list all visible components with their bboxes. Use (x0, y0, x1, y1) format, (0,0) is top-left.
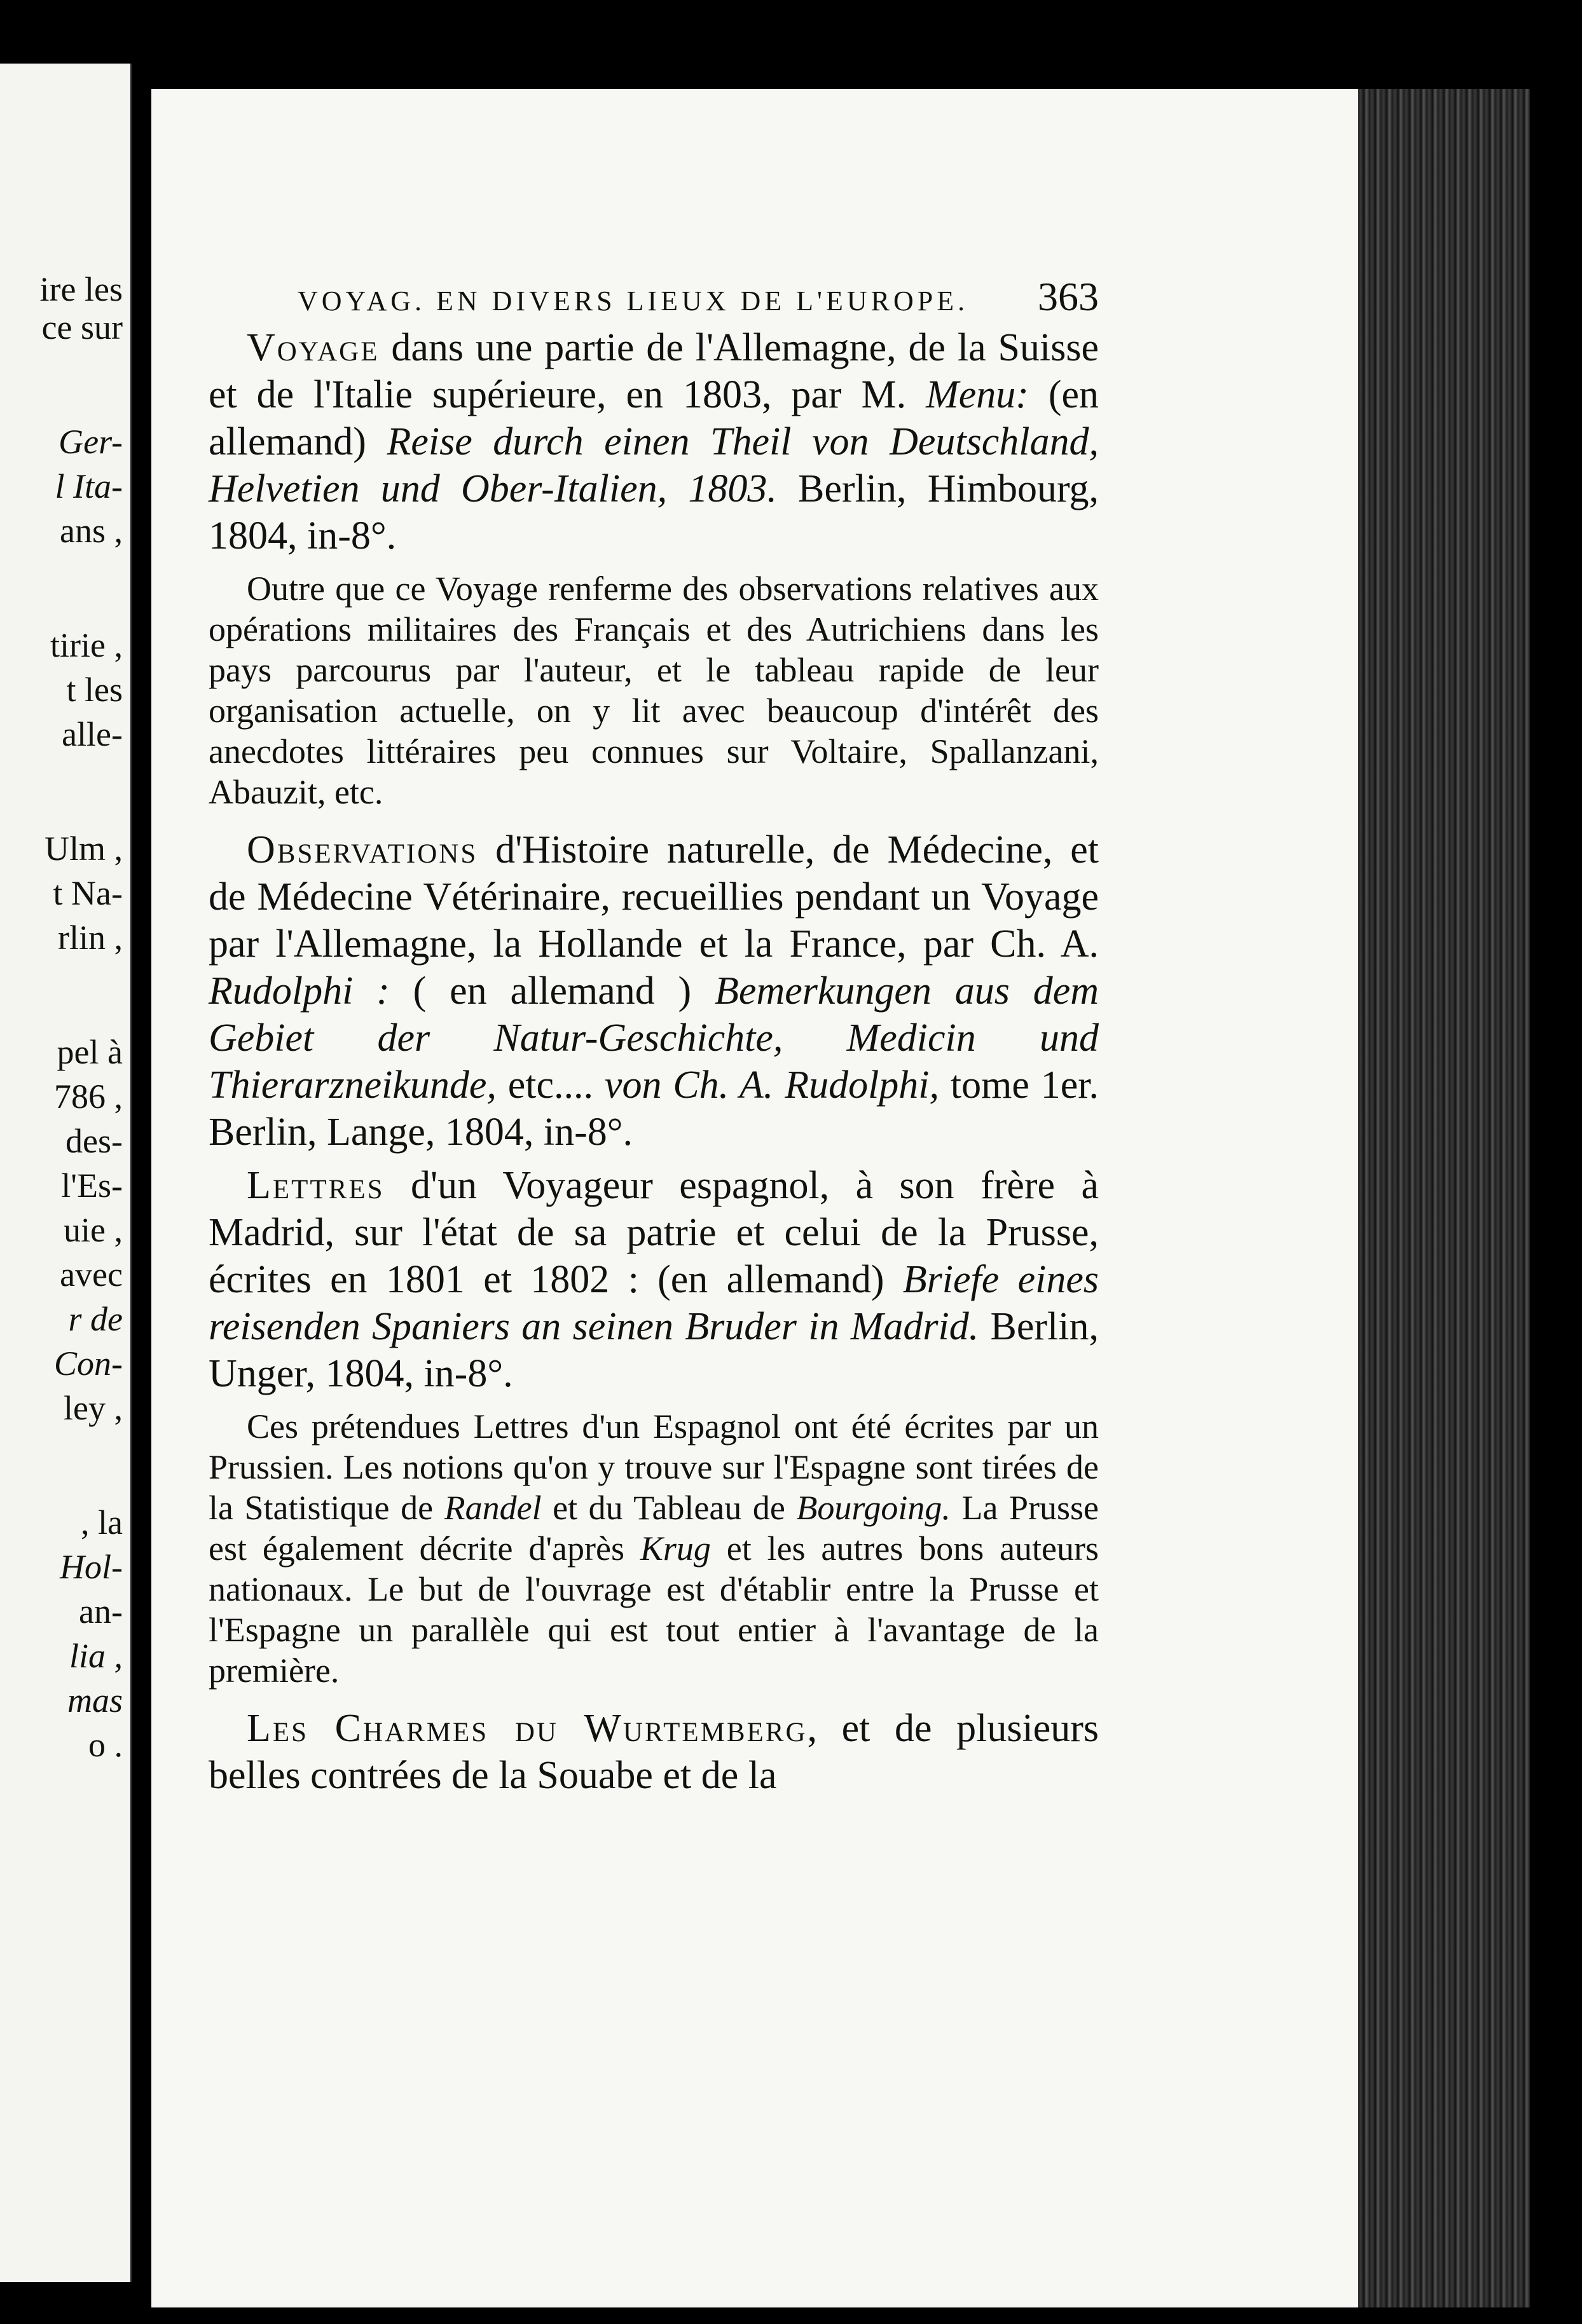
entry-keyword: Lettres (247, 1164, 385, 1207)
page-edge (1358, 89, 1530, 2307)
left-page-fragment: avec (60, 1255, 123, 1294)
left-page-fragment: ley , (64, 1389, 123, 1427)
entry-charmes (209, 1705, 1099, 1799)
note-author: Randel (444, 1489, 542, 1527)
left-page-fragment: , la (81, 1503, 123, 1541)
left-page-fragment: t Na- (53, 874, 123, 912)
entry-text: dans une partie de l'Allemagne, de la Suisse et de l'Italie supérieure, en 1803, par M. (209, 326, 1099, 416)
left-page-fragment: r de (68, 1300, 123, 1338)
entry-author: Rudolphi : (209, 969, 390, 1013)
left-page-fragment: ce sur (41, 308, 123, 346)
note-author: Bourgoing. (796, 1489, 951, 1527)
left-page-fragment: mas (67, 1681, 123, 1719)
entry-keyword: Les Charmes du Wurtemberg (247, 1707, 808, 1750)
entry-imprint: Berlin, Himbourg, 1804, in-8°. (209, 467, 1099, 557)
note-text: Ces prétendues Lettres d'un Espagnol ont été écrites par un Prussien. Les notions qu'on y trouve sur l'Espagne sont tirées de la Statistique de (209, 1407, 1099, 1527)
entry-imprint: tome 1er. Berlin, Lange, 1804, in-8°. (209, 1063, 1099, 1154)
entry-keyword: Observations (247, 828, 478, 871)
left-page-fragment: Hol- (60, 1548, 123, 1586)
entry-title-german: Briefe eines reisenden Spaniers an seinen Bruder in Madrid. (209, 1258, 1099, 1348)
entry-text: , et de plusieurs belles contrées de la Souabe et de la (209, 1707, 1099, 1797)
left-page-fragment: t les (66, 671, 123, 709)
left-page-fragment: Con- (54, 1344, 123, 1383)
page-text (209, 273, 1099, 1805)
entry-author: von Ch. A. Rudolphi, (604, 1063, 940, 1107)
running-head (298, 273, 1099, 320)
left-page-fragment: uie , (64, 1211, 123, 1249)
running-title: VOYAG. EN DIVERS LIEUX DE L'EUROPE. (298, 285, 969, 317)
left-page-fragment: l Ita- (55, 467, 123, 505)
left-page-fragment: des- (65, 1122, 123, 1160)
left-page-fragment: Ulm , (44, 830, 123, 868)
entry-title-german: Reise durch einen Theil von Deutschland, Helvetien und Ober-Italien, 1803. (209, 420, 1099, 510)
left-page-fragment: lia , (69, 1637, 123, 1675)
entry-keyword: Voyage (247, 326, 380, 369)
entry-text: (en allemand) (209, 373, 1099, 463)
left-page-fragment: tirie , (50, 626, 123, 664)
left-page-fragment: l'Es- (61, 1166, 123, 1205)
left-page-fragment: 786 , (54, 1077, 123, 1116)
entry-observations (209, 826, 1099, 1156)
left-page-fragment: ire les (39, 270, 123, 308)
left-page-fragment: pel à (57, 1033, 123, 1071)
left-page-fragment: Ger- (58, 423, 123, 461)
note-author: Krug (640, 1529, 711, 1568)
left-page-fragment: alle- (62, 715, 123, 753)
entry-title-german: Bemerkungen aus dem Gebiet der Natur-Geschichte, Medicin und Thierarzneikunde, (209, 969, 1099, 1107)
entry-text: d'un Voyageur espagnol, à son frère à Madrid, sur l'état de sa patrie et celui de la Prusse, écrites en 1801 et 1802 : (en allemand) (209, 1164, 1099, 1301)
note-text: et les autres bons auteurs nationaux. Le but de l'ouvrage est d'établir entre la Prusse et l'Espagne un parallèle qui est tout entier à l'avantage de la première. (209, 1529, 1099, 1690)
left-page-fragment: ans , (60, 512, 123, 550)
entry-text: ( en allemand ) (389, 969, 715, 1013)
entry-voyage (209, 324, 1099, 559)
entry-imprint: Berlin, Unger, 1804, in-8°. (209, 1305, 1099, 1395)
left-page-fragment: an- (79, 1592, 123, 1630)
page-number: 363 (1038, 274, 1099, 319)
entry-text: etc.... (496, 1063, 605, 1107)
left-page-fragment: o . (88, 1726, 123, 1764)
note-text: La Prusse est également décrite d'après (209, 1489, 1099, 1568)
entry-note: Outre que ce Voyage renferme des observations relatives aux opérations militaires des Français et des Autrichiens dans les pays parcourus par l'auteur, et le tableau rapide de leur organisation actuelle, on y lit avec beaucoup d'intérêt des anecdotes littéraires peu connues sur Voltaire, Spallanzani, Abauzit, etc. (209, 570, 1099, 811)
note-text: et du Tableau de (541, 1489, 797, 1527)
left-page-fragment: rlin , (58, 919, 123, 957)
entry-lettres (209, 1162, 1099, 1397)
entry-author: Menu: (926, 373, 1029, 416)
entry-note (209, 1406, 1099, 1691)
left-page-margin (0, 64, 132, 2282)
entry-text: d'Histoire naturelle, de Médecine, et de Médecine Vétérinaire, recueillies pendant un Voyage par l'Allemagne, la Hollande et la France, par Ch. A. (209, 828, 1099, 966)
